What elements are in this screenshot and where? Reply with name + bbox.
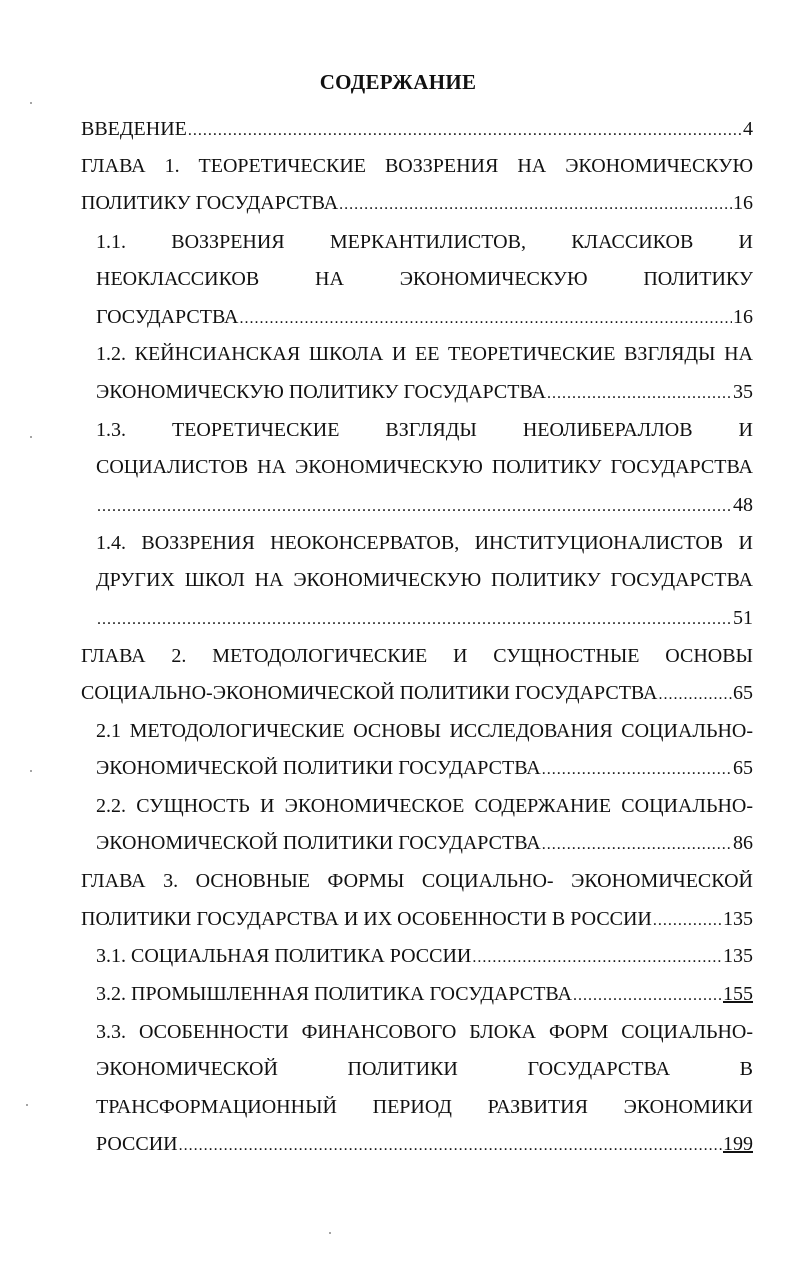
toc-entry-title: ГОСУДАРСТВА [96, 306, 239, 328]
toc-entry-section-1-2-line-2[interactable] [96, 374, 753, 411]
dot-leader [97, 601, 732, 637]
toc-page-number: 16 [733, 306, 753, 328]
toc-entry-section-3-3-line-3[interactable] [96, 1089, 753, 1126]
dot-leader [97, 488, 732, 524]
toc-entry-chapter-3-line-2[interactable] [81, 901, 753, 938]
toc-entry-title: 1.2. КЕЙНСИАНСКАЯ ШКОЛА И ЕЕ ТЕОРЕТИЧЕСКИЕ ВЗГЛЯДЫ НА [96, 343, 753, 365]
page-title: СОДЕРЖАНИЕ [319, 70, 477, 94]
toc-entry-section-1-2-line-1[interactable] [96, 336, 753, 373]
dot-leader [573, 977, 722, 1013]
toc-page-number: 155 [723, 983, 753, 1005]
dot-leader [653, 902, 722, 938]
toc-entry-section-2-2-line-1[interactable] [96, 788, 753, 825]
toc-page-number: 35 [733, 381, 753, 403]
toc-entry-title: ПОЛИТИКИ ГОСУДАРСТВА И ИХ ОСОБЕННОСТИ В РОССИИ [81, 908, 652, 930]
toc-entry-title: 1.4. ВОЗЗРЕНИЯ НЕОКОНСЕРВАТОВ, ИНСТИТУЦИОНАЛИСТОВ И [96, 532, 753, 554]
toc-entry-title: РОССИИ [96, 1133, 178, 1155]
toc-entry-title: 3.2. ПРОМЫШЛЕННАЯ ПОЛИТИКА ГОСУДАРСТВА [96, 983, 572, 1005]
toc-entry-chapter-1-line-2[interactable] [81, 185, 753, 222]
toc-entry-section-2-1-line-1[interactable] [96, 713, 753, 750]
dot-leader [472, 939, 722, 975]
toc-entry-section-1-1-line-2[interactable] [96, 261, 753, 298]
toc-page-number: 16 [733, 192, 753, 214]
dot-leader [658, 676, 732, 712]
toc-entry-title: ДРУГИХ ШКОЛ НА ЭКОНОМИЧЕСКУЮ ПОЛИТИКУ ГОСУДАРСТВА [96, 569, 753, 591]
toc-entry-section-1-1-line-1[interactable] [96, 224, 753, 261]
dot-leader [339, 186, 732, 222]
toc-entry-title: 3.1. СОЦИАЛЬНАЯ ПОЛИТИКА РОССИИ [96, 945, 472, 967]
scan-speck [30, 436, 32, 438]
toc-entry-title: ВВЕДЕНИЕ [81, 118, 187, 140]
dot-leader [240, 300, 733, 336]
toc-entry-title: СОЦИАЛЬНО-ЭКОНОМИЧЕСКОЙ ПОЛИТИКИ ГОСУДАРСТВА [81, 682, 658, 704]
toc-entry-title: НЕОКЛАССИКОВ НА ЭКОНОМИЧЕСКУЮ ПОЛИТИКУ [96, 268, 753, 290]
dot-leader [542, 826, 732, 862]
toc-page-number: 86 [733, 832, 753, 854]
toc-entry-section-1-4-line-1[interactable] [96, 525, 753, 562]
toc-page-number: 135 [723, 908, 753, 930]
toc-entry-title: ТРАНСФОРМАЦИОННЫЙ ПЕРИОД РАЗВИТИЯ ЭКОНОМИКИ [96, 1096, 753, 1118]
toc-entry-section-1-3-line-3[interactable] [96, 487, 753, 524]
toc-entry-section-1-4-line-2[interactable] [96, 562, 753, 599]
toc-entry-section-3-2[interactable] [96, 976, 753, 1013]
toc-entry-section-1-3-line-1[interactable] [96, 412, 753, 449]
toc-page-number: 65 [733, 757, 753, 779]
toc-page-number: 4 [743, 118, 753, 140]
toc-entry-chapter-2-line-2[interactable] [81, 675, 753, 712]
toc-entry-title: 2.2. СУЩНОСТЬ И ЭКОНОМИЧЕСКОЕ СОДЕРЖАНИЕ СОЦИАЛЬНО- [96, 795, 753, 817]
toc-entry-title: 2.1 МЕТОДОЛОГИЧЕСКИЕ ОСНОВЫ ИССЛЕДОВАНИЯ СОЦИАЛЬНО- [96, 720, 753, 742]
toc-entry-section-1-3-line-2[interactable] [96, 449, 753, 486]
dot-leader [179, 1127, 722, 1163]
toc-entry-section-2-1-line-2[interactable] [96, 750, 753, 787]
toc-entry-title: ЭКОНОМИЧЕСКОЙ ПОЛИТИКИ ГОСУДАРСТВА [96, 832, 541, 854]
toc-entry-title: ЭКОНОМИЧЕСКОЙ ПОЛИТИКИ ГОСУДАРСТВА В [96, 1058, 753, 1080]
dot-leader [188, 112, 742, 148]
toc-entry-title: 1.3. ТЕОРЕТИЧЕСКИЕ ВЗГЛЯДЫ НЕОЛИБЕРАЛЛОВ И [96, 419, 753, 441]
toc-entry-title: 1.1. ВОЗЗРЕНИЯ МЕРКАНТИЛИСТОВ, КЛАССИКОВ И [96, 231, 753, 253]
toc-entry-title: ПОЛИТИКУ ГОСУДАРСТВА [81, 192, 339, 214]
toc-entry-introduction[interactable] [81, 111, 753, 148]
dot-leader [542, 751, 732, 787]
dot-leader [547, 375, 732, 411]
toc-entry-title: ЭКОНОМИЧЕСКУЮ ПОЛИТИКУ ГОСУДАРСТВА [96, 381, 546, 403]
scan-speck [26, 1104, 28, 1106]
toc-entry-chapter-3-line-1[interactable] [81, 863, 753, 900]
toc-entry-section-3-3-line-4[interactable] [96, 1126, 753, 1163]
toc-entry-title: ГЛАВА 1. ТЕОРЕТИЧЕСКИЕ ВОЗЗРЕНИЯ НА ЭКОНОМИЧЕСКУЮ [81, 155, 753, 177]
toc-entry-chapter-1-line-1[interactable] [81, 148, 753, 185]
toc-entry-title: ГЛАВА 2. МЕТОДОЛОГИЧЕСКИЕ И СУЩНОСТНЫЕ ОСНОВЫ [81, 645, 753, 667]
toc-entry-chapter-2-line-1[interactable] [81, 638, 753, 675]
toc-page-number: 65 [733, 682, 753, 704]
toc-page-number: 48 [733, 494, 753, 516]
toc-entry-section-1-1-line-3[interactable] [96, 299, 753, 336]
toc-page-number: 135 [723, 945, 753, 967]
toc-page-number: 51 [733, 607, 753, 629]
scan-speck [329, 1232, 331, 1234]
toc-page-number: 199 [723, 1133, 753, 1155]
toc-entry-section-2-2-line-2[interactable] [96, 825, 753, 862]
toc-entry-section-1-4-line-3[interactable] [96, 600, 753, 637]
scan-speck [30, 102, 32, 104]
toc-entry-section-3-3-line-2[interactable] [96, 1051, 753, 1088]
toc-entry-title: ГЛАВА 3. ОСНОВНЫЕ ФОРМЫ СОЦИАЛЬНО- ЭКОНОМИЧЕСКОЙ [81, 870, 753, 892]
scan-speck [30, 770, 32, 772]
toc-entry-title: ЭКОНОМИЧЕСКОЙ ПОЛИТИКИ ГОСУДАРСТВА [96, 757, 541, 779]
toc-entry-title: СОЦИАЛИСТОВ НА ЭКОНОМИЧЕСКУЮ ПОЛИТИКУ ГОСУДАРСТВА [96, 456, 753, 478]
toc-entry-title: 3.3. ОСОБЕННОСТИ ФИНАНСОВОГО БЛОКА ФОРМ СОЦИАЛЬНО- [96, 1021, 753, 1043]
toc-entry-section-3-3-line-1[interactable] [96, 1014, 753, 1051]
toc-entry-section-3-1[interactable] [96, 938, 753, 975]
